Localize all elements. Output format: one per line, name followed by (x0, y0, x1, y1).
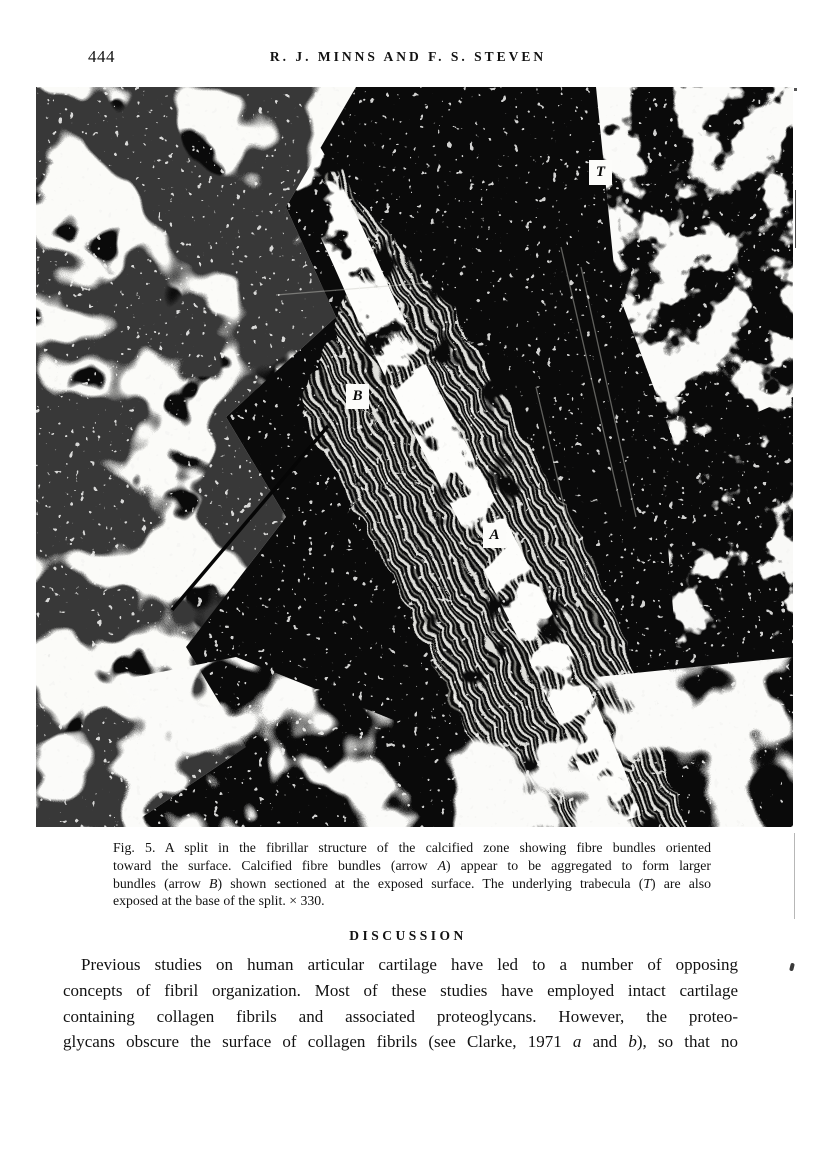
sem-micrograph-figure (36, 87, 793, 827)
caption-text: ) are also (651, 875, 711, 891)
caption-text: toward the surface. Calcified fibre bundles (arrow (113, 857, 438, 873)
body-text: and (581, 1032, 629, 1052)
body-line-1 (63, 952, 738, 978)
caption-text: exposed at the base of the split. × 330. (113, 893, 325, 909)
figure-label-t: T (589, 160, 612, 185)
body-text: concepts of fibril organization. Most of these studies have employed intact cartilage (63, 980, 738, 1000)
figure-caption (113, 839, 711, 910)
figure-label-a: A (483, 523, 506, 548)
body-line-4 (63, 1029, 738, 1055)
body-text: containing collagen fibrils and associated proteoglycans. However, the proteo- (63, 1006, 738, 1026)
page-number: 444 (88, 47, 115, 66)
margin-scan-artifact-speck (789, 963, 795, 972)
running-head: R. J. MINNS AND F. S. STEVEN (269, 49, 547, 64)
caption-text: bundles (arrow (113, 875, 210, 891)
caption-line-2 (113, 857, 711, 875)
body-text: ), so that no (636, 1032, 738, 1052)
figure-label-b: B (346, 384, 369, 409)
caption-line-3 (113, 875, 711, 893)
caption-text: ) shown sectioned at the exposed surface. The underlying trabecula ( (217, 875, 644, 891)
body-text: glycans obscure the surface of collagen fibrils (see Clarke, 1971 (63, 1032, 573, 1052)
sem-texture (36, 87, 793, 827)
caption-text: Fig. 5. A split in the fibrillar structure of the calcified zone showing fibre bundles oriented (113, 840, 711, 855)
caption-italic-b: B (209, 875, 218, 891)
body-italic-a: a (572, 1032, 582, 1052)
caption-italic-t: T (643, 875, 651, 891)
discussion-heading: DISCUSSION (349, 928, 467, 943)
margin-scan-artifact-line (794, 833, 795, 919)
body-line-2 (63, 978, 738, 1004)
body-italic-b: b (628, 1032, 637, 1052)
margin-scan-artifact-line (795, 190, 796, 248)
body-text: Previous studies on human articular cartilage have led to a number of opposing (81, 955, 738, 974)
margin-scan-artifact-speck (794, 88, 797, 91)
caption-line-4 (113, 892, 711, 910)
caption-text: ) appear to be aggregated to form larger (446, 857, 711, 873)
caption-italic-a: A (437, 857, 447, 873)
body-line-3 (63, 1004, 738, 1030)
discussion-paragraph (63, 952, 738, 1055)
caption-line-1 (113, 839, 711, 857)
